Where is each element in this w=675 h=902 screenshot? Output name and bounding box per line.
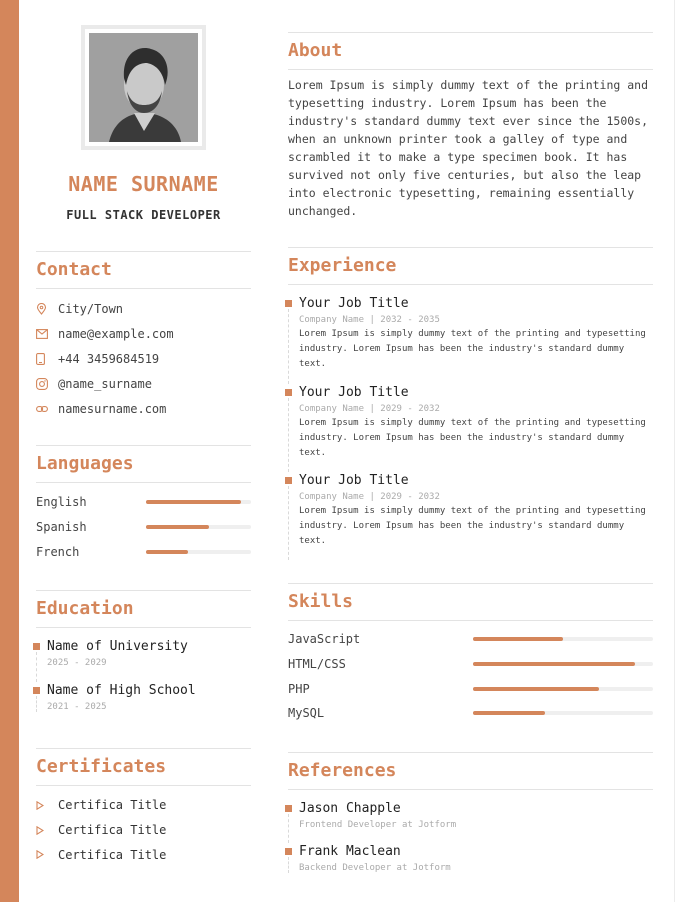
skill-level-track (473, 711, 653, 715)
timeline-line (288, 398, 289, 472)
bullet-square-icon (285, 300, 292, 307)
skill-level-track (473, 687, 653, 691)
language-item (36, 514, 251, 539)
contact-website-text[interactable]: namesurname.com (58, 401, 167, 416)
about-heading: About (288, 32, 653, 70)
play-triangle-icon (36, 850, 58, 859)
contact-phone[interactable] (36, 347, 251, 372)
education-title: Name of High School (47, 683, 196, 698)
language-name: Spanish (36, 519, 87, 534)
education-heading: Education (36, 590, 251, 628)
reference-role: Backend Developer at Jotform (299, 863, 451, 873)
contact-heading: Contact (36, 251, 251, 289)
skill-name: PHP (288, 681, 310, 696)
references-list (288, 790, 653, 873)
person-portrait-icon (89, 33, 198, 142)
language-item (36, 489, 251, 514)
bullet-square-icon (285, 805, 292, 812)
references-section (288, 752, 653, 873)
certificate-item (36, 842, 251, 867)
about-text: Lorem Ipsum is simply dummy text of the printing and typesetting industry. Lorem Ipsum has been the industry's standard dummy text ever since the 1500s, when an unknown printer took a galley of type and scrambled it to make a type specimen book. It has survived not only five centuries, but also the leap into electronic typesetting, remaining essentially unchanged. (288, 78, 649, 218)
contact-email[interactable] (36, 322, 251, 347)
language-level-track (146, 500, 251, 504)
certificate-title: Certifica Title (58, 847, 167, 862)
profile-photo-frame (81, 25, 206, 150)
education-item (36, 638, 251, 682)
bullet-square-icon (285, 389, 292, 396)
languages-section (36, 445, 251, 564)
language-level-fill (146, 525, 209, 529)
skill-level-fill (473, 637, 563, 641)
skill-name: JavaScript (288, 632, 361, 647)
reference-item (288, 843, 653, 873)
skill-level-fill (473, 687, 599, 691)
contact-email-text[interactable]: name@example.com (58, 327, 174, 342)
profile-photo (89, 33, 198, 142)
job-company-dates: Company Name | 2029 - 2032 (299, 492, 440, 502)
skills-section (288, 583, 653, 726)
reference-item (288, 800, 653, 843)
education-title: Name of University (47, 639, 188, 654)
contact-location (36, 297, 251, 322)
location-pin-icon (36, 303, 58, 315)
accent-sidebar-bar (0, 0, 19, 902)
profile-name: NAME SURNAME (68, 172, 219, 196)
language-level-track (146, 550, 251, 554)
reference-name: Jason Chapple (299, 801, 401, 816)
job-company-dates: Company Name | 2029 - 2032 (299, 404, 440, 414)
language-level-fill (146, 500, 241, 504)
languages-list (36, 483, 251, 564)
skill-item (288, 676, 653, 701)
references-heading: References (288, 752, 653, 790)
language-name: French (36, 544, 80, 559)
job-company-dates: Company Name | 2032 - 2035 (299, 315, 440, 325)
skill-item (288, 627, 653, 652)
skill-level-track (473, 637, 653, 641)
reference-role: Frontend Developer at Jotform (299, 820, 457, 830)
phone-icon (36, 353, 58, 365)
about-section (288, 32, 653, 220)
play-triangle-icon (36, 801, 58, 810)
play-triangle-icon (36, 826, 58, 835)
skill-name: HTML/CSS (288, 657, 346, 672)
bullet-square-icon (33, 643, 40, 650)
certificate-title: Certifica Title (58, 798, 167, 813)
job-title: Your Job Title (299, 385, 409, 400)
bullet-square-icon (285, 848, 292, 855)
experience-section (288, 247, 653, 560)
skill-level-fill (473, 711, 545, 715)
contact-phone-text[interactable]: +44 3459684519 (58, 351, 160, 366)
profile-role: FULL STACK DEVELOPER (66, 208, 221, 222)
contact-section (36, 251, 251, 421)
skills-heading: Skills (288, 583, 653, 621)
language-name: English (36, 494, 87, 509)
skill-level-track (473, 662, 653, 666)
envelope-icon (36, 329, 58, 339)
skill-level-fill (473, 662, 635, 666)
experience-item (288, 384, 653, 472)
experience-list (288, 285, 653, 560)
link-icon (36, 405, 58, 413)
certificates-section (36, 748, 251, 867)
language-item (36, 539, 251, 564)
contact-list (36, 289, 251, 421)
bullet-square-icon (33, 687, 40, 694)
contact-website[interactable] (36, 396, 251, 421)
experience-heading: Experience (288, 247, 653, 285)
timeline-line (288, 486, 289, 560)
timeline-line (36, 696, 37, 712)
skill-name: MySQL (288, 706, 325, 721)
education-list (36, 628, 251, 712)
certificate-title: Certifica Title (58, 823, 167, 838)
skill-item (288, 701, 653, 726)
job-title: Your Job Title (299, 473, 409, 488)
contact-instagram[interactable] (36, 371, 251, 396)
certificates-heading: Certificates (36, 748, 251, 786)
education-section (36, 590, 251, 712)
certificates-list (36, 786, 251, 867)
skill-item (288, 652, 653, 677)
languages-heading: Languages (36, 445, 251, 483)
contact-location-text: City/Town (58, 302, 124, 317)
job-title: Your Job Title (299, 296, 409, 311)
timeline-line (36, 652, 37, 682)
education-years: 2025 - 2029 (47, 658, 107, 668)
job-description: Lorem Ipsum is simply dummy text of the printing and typesetting industry. Lorem Ipsum has been the industry's standard dummy text. (299, 506, 646, 546)
job-description: Lorem Ipsum is simply dummy text of the printing and typesetting industry. Lorem Ipsum has been the industry's standard dummy text. (299, 418, 646, 458)
education-item (36, 682, 251, 712)
language-level-track (146, 525, 251, 529)
experience-item (288, 472, 653, 560)
timeline-line (288, 309, 289, 384)
job-description: Lorem Ipsum is simply dummy text of the printing and typesetting industry. Lorem Ipsum has been the industry's standard dummy text. (299, 329, 646, 369)
skills-list (288, 621, 653, 726)
certificate-item (36, 818, 251, 843)
instagram-icon (36, 378, 58, 390)
experience-item (288, 295, 653, 384)
timeline-line (288, 857, 289, 873)
certificate-item (36, 793, 251, 818)
language-level-fill (146, 550, 188, 554)
reference-name: Frank Maclean (299, 844, 401, 859)
education-years: 2021 - 2025 (47, 702, 107, 712)
bullet-square-icon (285, 477, 292, 484)
timeline-line (288, 814, 289, 843)
contact-instagram-text[interactable]: @name_surname (58, 376, 152, 391)
